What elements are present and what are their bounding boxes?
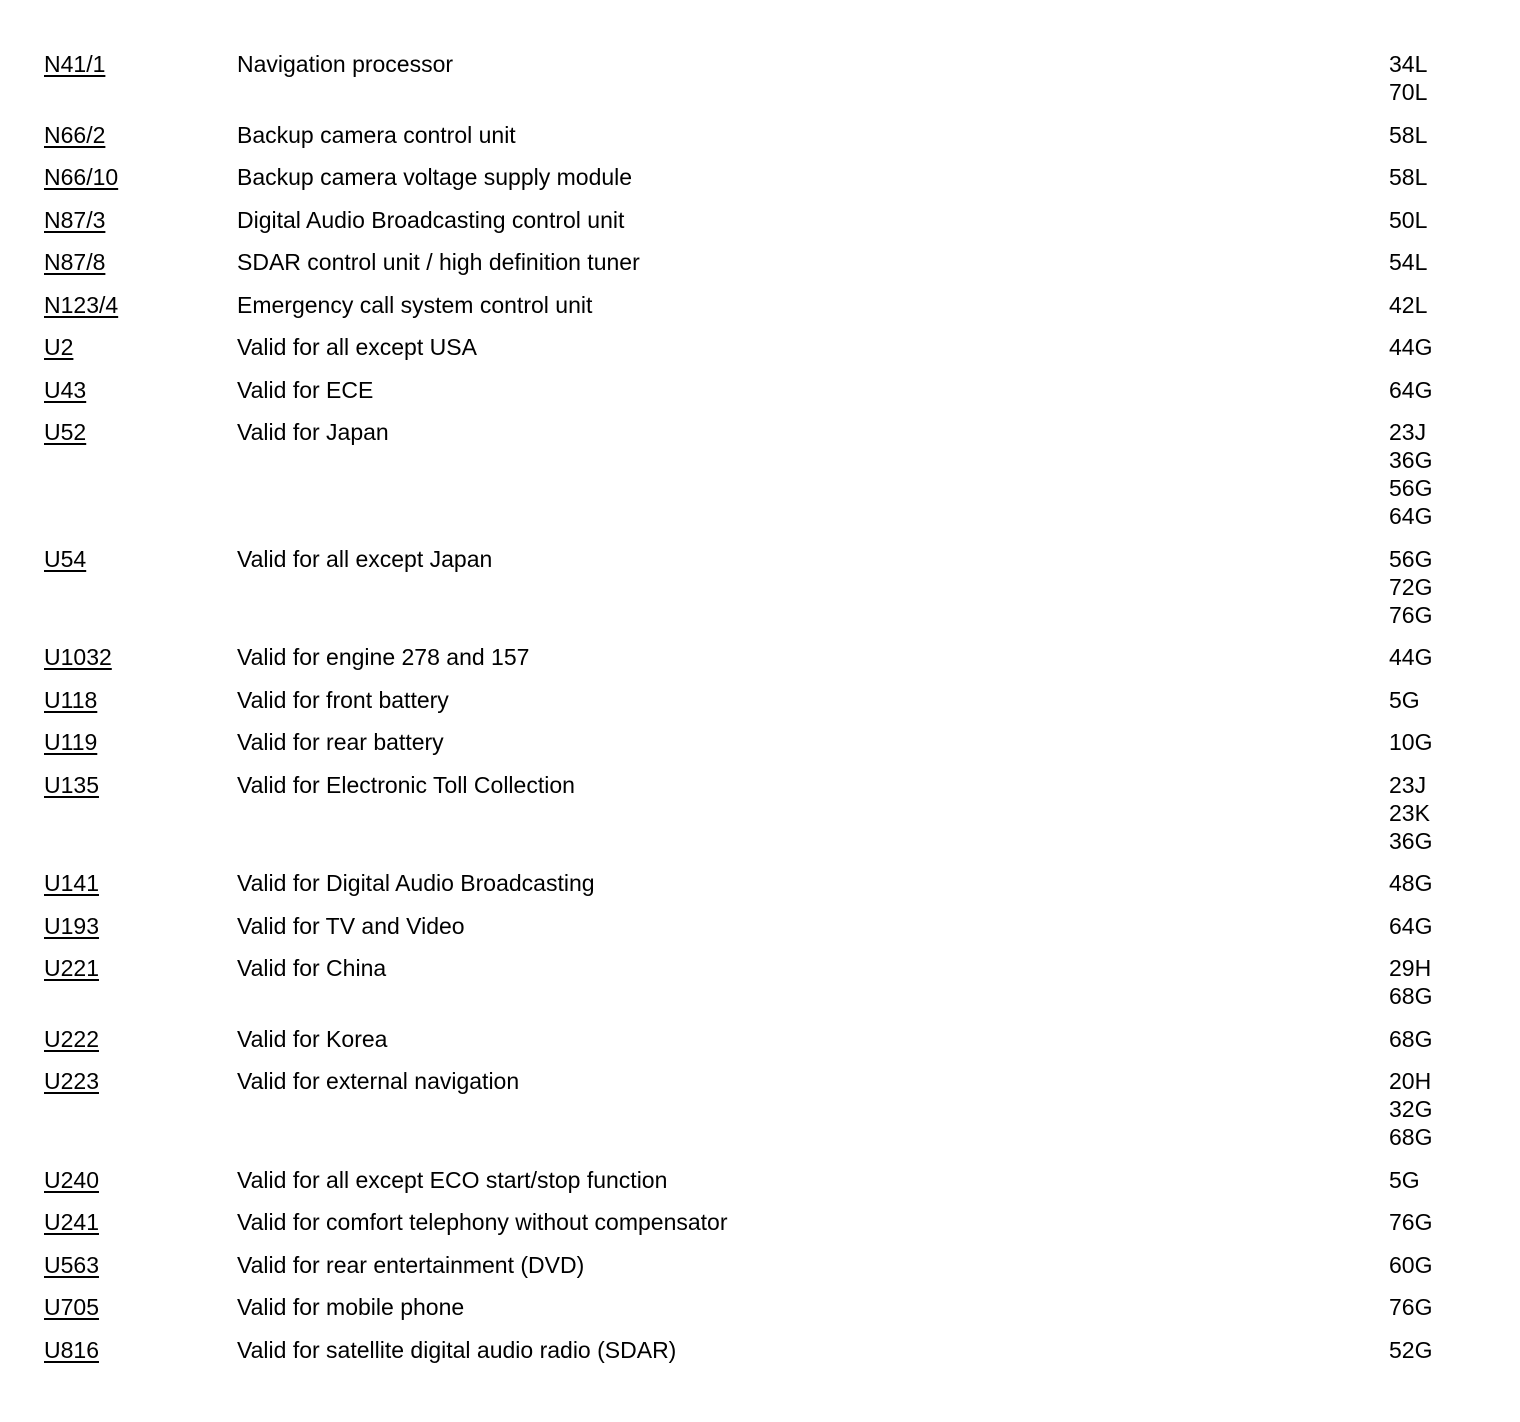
component-description: Valid for external navigation xyxy=(237,1068,520,1094)
component-description: Valid for mobile phone xyxy=(237,1294,465,1320)
component-code-link[interactable]: U221 xyxy=(44,955,99,981)
grid-location: 56G xyxy=(1389,475,1433,501)
component-description: Backup camera voltage supply module xyxy=(237,164,633,190)
component-description: Digital Audio Broadcasting control unit xyxy=(237,206,625,233)
grid-locations xyxy=(1389,50,1427,106)
grid-location: 5G xyxy=(1389,686,1420,713)
component-code-link[interactable]: N87/3 xyxy=(44,206,106,233)
grid-location: 68G xyxy=(1389,983,1433,1009)
grid-location: 58L xyxy=(1389,164,1428,190)
grid-location: 10G xyxy=(1389,729,1433,755)
component-description: Valid for Digital Audio Broadcasting xyxy=(237,870,595,896)
component-code-link[interactable]: U563 xyxy=(44,1251,99,1278)
grid-locations xyxy=(1389,1067,1432,1151)
grid-locations xyxy=(1389,545,1432,629)
component-code-link[interactable]: U141 xyxy=(44,870,99,896)
grid-location: 50L xyxy=(1389,206,1428,233)
component-code-link[interactable]: U119 xyxy=(44,729,98,755)
grid-locations xyxy=(1389,1293,1432,1321)
grid-location: 44G xyxy=(1389,644,1433,670)
grid-location: 36G xyxy=(1389,827,1433,854)
component-description: Valid for ECE xyxy=(237,376,374,403)
component-code-link[interactable]: U135 xyxy=(44,771,99,798)
grid-location: 42L xyxy=(1389,291,1428,318)
component-code-link[interactable]: U705 xyxy=(44,1294,99,1320)
grid-locations xyxy=(1389,912,1432,940)
grid-location: 23J xyxy=(1389,771,1427,798)
grid-location: 76G xyxy=(1389,1209,1433,1235)
grid-location: 29H xyxy=(1389,955,1432,981)
grid-locations xyxy=(1389,121,1427,149)
grid-locations xyxy=(1389,1336,1432,1364)
grid-location: 56G xyxy=(1389,545,1433,572)
grid-location: 52G xyxy=(1389,1336,1433,1363)
grid-location: 23K xyxy=(1389,799,1430,826)
grid-location: 70L xyxy=(1389,79,1428,105)
component-description: Backup camera control unit xyxy=(237,121,516,148)
component-description: Valid for comfort telephony without compensator xyxy=(237,1209,728,1235)
component-code-link[interactable]: U1032 xyxy=(44,644,112,670)
grid-locations xyxy=(1389,1166,1420,1194)
component-description: Valid for all except USA xyxy=(237,334,477,360)
grid-location: 32G xyxy=(1389,1096,1433,1122)
grid-location: 68G xyxy=(1389,1025,1433,1052)
grid-locations xyxy=(1389,643,1432,671)
component-description: Valid for all except ECO start/stop function xyxy=(237,1166,668,1193)
component-code-link[interactable]: U241 xyxy=(44,1209,99,1235)
grid-locations xyxy=(1389,686,1420,714)
grid-locations xyxy=(1389,163,1427,191)
component-description: SDAR control unit / high definition tuner xyxy=(237,249,640,275)
component-code-link[interactable]: U54 xyxy=(44,545,87,572)
grid-location: 5G xyxy=(1389,1166,1420,1193)
grid-location: 64G xyxy=(1389,503,1433,529)
grid-locations xyxy=(1389,333,1432,361)
component-code-link[interactable]: N66/10 xyxy=(44,164,119,190)
component-description: Valid for front battery xyxy=(237,686,449,713)
component-code-link[interactable]: N123/4 xyxy=(44,291,119,318)
grid-location: 23J xyxy=(1389,419,1427,445)
component-code-link[interactable]: U222 xyxy=(44,1025,99,1052)
grid-locations xyxy=(1389,248,1427,276)
component-code-link[interactable]: U223 xyxy=(44,1068,99,1094)
grid-locations xyxy=(1389,1208,1432,1236)
component-code-link[interactable]: U52 xyxy=(44,419,87,445)
component-description: Emergency call system control unit xyxy=(237,291,593,318)
grid-locations xyxy=(1389,954,1432,1010)
component-description: Valid for engine 278 and 157 xyxy=(237,644,530,670)
grid-location: 48G xyxy=(1389,870,1433,896)
component-code-link[interactable]: U193 xyxy=(44,912,99,939)
component-description: Valid for rear entertainment (DVD) xyxy=(237,1251,585,1278)
component-code-link[interactable]: U2 xyxy=(44,334,74,360)
component-description: Valid for all except Japan xyxy=(237,545,493,572)
grid-locations xyxy=(1389,376,1432,404)
component-description: Valid for Electronic Toll Collection xyxy=(237,771,575,798)
grid-location: 64G xyxy=(1389,376,1433,403)
component-description: Valid for satellite digital audio radio (SDAR) xyxy=(237,1336,677,1363)
grid-location: 34L xyxy=(1389,51,1428,77)
grid-locations xyxy=(1389,869,1432,897)
grid-location: 60G xyxy=(1389,1251,1433,1278)
component-code-link[interactable]: U43 xyxy=(44,376,87,403)
grid-locations xyxy=(1389,206,1427,234)
grid-locations xyxy=(1389,1025,1432,1053)
grid-location: 36G xyxy=(1389,447,1433,473)
grid-location: 76G xyxy=(1389,1294,1433,1320)
component-code-link[interactable]: N87/8 xyxy=(44,249,106,275)
component-code-link[interactable]: U240 xyxy=(44,1166,99,1193)
grid-location: 54L xyxy=(1389,249,1428,275)
component-code-link[interactable]: U816 xyxy=(44,1336,99,1363)
component-code-link[interactable]: N66/2 xyxy=(44,121,106,148)
grid-location: 64G xyxy=(1389,912,1433,939)
component-description: Valid for Japan xyxy=(237,419,389,445)
component-code-link[interactable]: N41/1 xyxy=(44,51,106,77)
component-description: Valid for rear battery xyxy=(237,729,444,755)
grid-location: 44G xyxy=(1389,334,1433,360)
grid-locations xyxy=(1389,1251,1432,1279)
grid-location: 58L xyxy=(1389,121,1428,148)
grid-locations xyxy=(1389,418,1432,530)
component-description: Valid for China xyxy=(237,955,387,981)
component-description: Navigation processor xyxy=(237,51,454,77)
grid-locations xyxy=(1389,728,1432,756)
grid-location: 20H xyxy=(1389,1068,1432,1094)
component-code-link[interactable]: U118 xyxy=(44,686,98,713)
grid-locations xyxy=(1389,771,1432,855)
grid-locations xyxy=(1389,291,1427,319)
component-description: Valid for Korea xyxy=(237,1025,388,1052)
grid-location: 68G xyxy=(1389,1124,1433,1150)
grid-location: 76G xyxy=(1389,601,1433,628)
component-description: Valid for TV and Video xyxy=(237,912,465,939)
grid-location: 72G xyxy=(1389,573,1433,600)
